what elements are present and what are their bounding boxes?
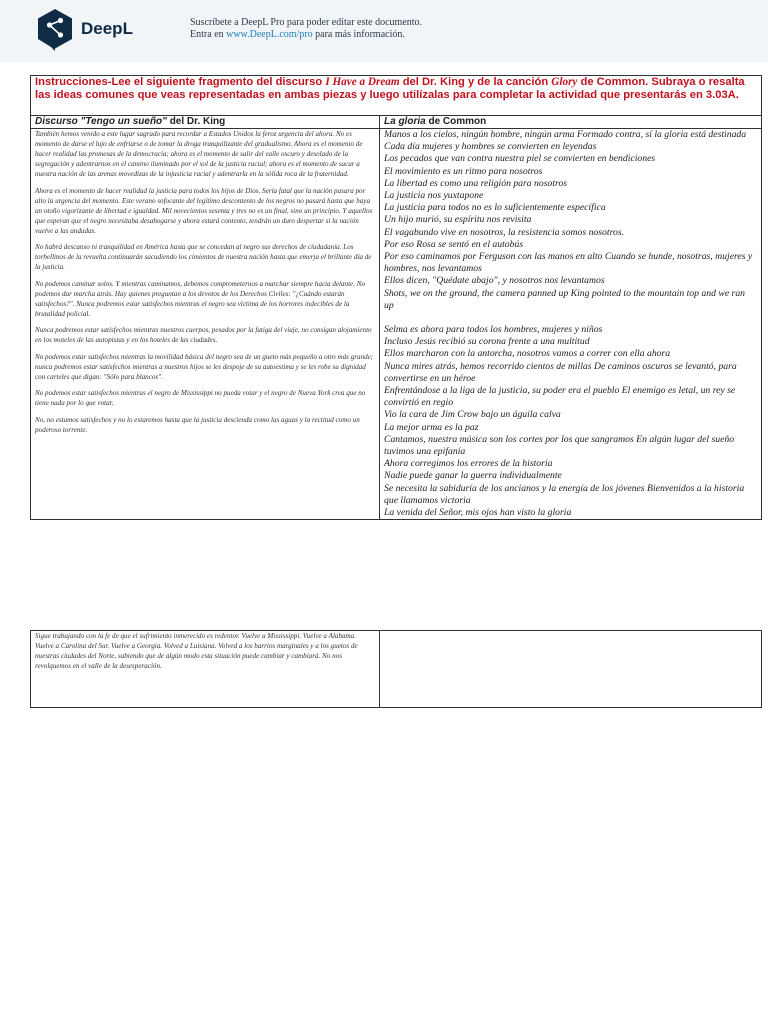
continuation-table [30, 630, 762, 708]
lyric-line: Incluso Jesús recibió su corona frente a una multitud [384, 336, 590, 348]
deepl-logo-text: DeepL [81, 19, 133, 38]
lyric-line: Ahora corregimos los errores de la historia [384, 458, 553, 470]
lyric-line: La venida del Señor, mis ojos han visto la gloria [384, 507, 572, 519]
speech-paragraph: Ahora es el momento de hacer realidad la justicia para todos los hijos de Dios. Sería fatal que la nación pasara por alto la urgencia del momento. Este verano sofocante del legítimo descontento de los negros no pasará hasta que haya un otoño vigorizante de libertad e igualdad. Mil novecientos sesenta y tres no es un final, sino un principio. Y aquellos que esperan que el negro necesitaba desahogarse y ahora estará contento, tendrán un duro despertar si la nación vuelve a las andadas. [35, 186, 373, 235]
lyric-line: Por eso Rosa se sentó en el autobús [384, 238, 524, 250]
lyric-line: La libertad es como una religión para nosotros [384, 177, 568, 189]
lyric-line: Un hijo murió, su espíritu nos revisita [384, 214, 532, 226]
speech-column-header [31, 116, 380, 129]
song-header-italic: La gloria [384, 116, 426, 127]
comparison-table [30, 75, 762, 520]
lyric-line: Nadie puede ganar la guerra individualmente [384, 470, 562, 482]
lyric-line: El movimiento es un ritmo para nosotros [384, 165, 543, 177]
lyric-line: Nunca mires atrás, hemos recorrido cientos de millas De caminos oscuros se levantó, para convertirse en un héroe [384, 360, 737, 384]
lyric-line: La mejor arma es la paz [384, 421, 479, 433]
deepl-logo-icon [36, 8, 74, 52]
instructions-cell [31, 76, 762, 116]
instructions-song-title: Glory [551, 76, 578, 88]
banner-line-2-before: Entra en [190, 29, 224, 40]
song-header-rest: de Common [428, 116, 487, 127]
lyric-line: Cada día mujeres y hombres se convierten en leyendas [384, 141, 597, 153]
instructions-speech-title: I Have a Dream [325, 76, 400, 88]
lyric-line: Cantamos, nuestra música son los cortes por los que sangramos En algún lugar del sueño tuvimos una epifanía [384, 433, 735, 458]
lyric-line: Vio la cara de Jim Crow bajo un águila calva [384, 409, 561, 421]
deepl-banner [0, 0, 768, 62]
song-column-header [380, 116, 762, 129]
empty-song-cell [380, 631, 762, 708]
lyric-line: Selma es ahora para todos los hombres, mujeres y niños [384, 324, 603, 336]
speech-paragraph: No, no estamos satisfechos y no lo estaremos hasta que la justicia descienda como las aguas y la rectitud como un poderoso torrente. [35, 415, 360, 434]
banner-line-2-after: para más información. [315, 29, 405, 40]
deepl-pro-link[interactable]: www.DeepL.com/pro [226, 29, 313, 40]
banner-message [190, 17, 422, 41]
speech-paragraph: También hemos venido a este lugar sagrado para recordar a Estados Unidos la feroz urgencia del ahora. No es momento de darse el lujo de enfriarse o de tomar la droga tranquilizante del gradualismo. Ahora es el momento de hacer realidad las promesas de la democracia; ahora es el momento de salir del valle oscuro y desolado de la segregación y adentrarnos en el camino iluminado por el sol de la justicia racial; ahora es el momento de sacar a nuestra nación de las arenas movedizas de la injusticia racial y adentrarla en la sólida roca de la fraternidad. [35, 130, 363, 178]
speech-paragraph: Sigue trabajando con la fe de que el sufrimiento inmerecido es redentor. Vuelve a Mississippi. Vuelve a Alabama. Vuelve a Carolina del Sur. Vuelve a Georgia. Volved a Luisiana. Volved a los barrios marginales y a los guetos de nuestras ciudades del Norte, sabiendo que de algún modo esta situación puede cambiar y cambiará. No nos revolquemos en el valle de la desesperación. [35, 632, 358, 670]
lyric-line: Ellos dicen, "Quédate abajo", y nosotros nos levantamos [384, 275, 605, 287]
lyric-line: Por eso caminamos por Ferguson con las manos en alto Cuando se hunde, nosotras, mujeres y hombres, nos levantamos [384, 251, 753, 275]
lyric-line: Manos a los cielos, ningún hombre, ningún arma Formado contra, sí la gloria está destinada [384, 129, 747, 140]
speech-paragraph: No podemos estar satisfechos mientras la movilidad básica del negro sea de un gueto más pequeño a otro más grande; nunca podremos estar satisfechos mientras a nuestros hijos se les despoje de su autoestima y se les robe su dignidad con carteles que digan: "Sólo para blancos". [35, 352, 374, 381]
speech-paragraph: No podemos estar satisfechos mientras el negro de Mississippi no pueda votar y el negro de Nueva York crea que no tiene nada por lo que votar. [35, 389, 366, 407]
banner-line-1: Suscríbete a DeepL Pro para poder editar este documento. [190, 17, 423, 28]
lyric-line: El vagabundo vive en nosotros, la resistencia somos nosotros. [384, 226, 625, 238]
lyric-line: La justicia nos yuxtapone [384, 190, 484, 202]
song-lyrics-cell [380, 129, 762, 520]
banner-line-2 [190, 29, 422, 41]
speech-paragraph: Nunca podremos estar satisfechos mientras nuestros cuerpos, pesados por la fatiga del viaje, no consigan alojamiento en los moteles de las autopistas y en los hoteles de las ciudades. [35, 326, 372, 344]
lyric-line: Enfrentándose a la liga de la justicia, su poder era el pueblo El enemigo es letal, un rey se convirtió en regio [384, 385, 736, 409]
instructions-part-1: Instrucciones-Lee el siguiente fragmento del discurso [35, 76, 323, 88]
lyric-line: Los pecados que van contra nuestra piel se convierten en bendiciones [384, 153, 656, 165]
instructions-part-2: del Dr. King y de la canción [402, 76, 549, 88]
speech-continuation-cell [31, 631, 380, 708]
speech-header-rest: del Dr. King [169, 116, 226, 127]
speech-text-cell [31, 129, 380, 520]
speech-paragraph: No podemos caminar solos. Y mientras caminamos, debemos comprometernos a marchar siempre hacia delante. No podemos dar marcha atrás. Hay quienes preguntan a los devotos de los Derechos Civiles: "¿Cuándo estarán satisfechos?". Nunca podremos estar satisfechos mientras el negro sea víctima de los horrores indecibles de la brutalidad policial. [35, 279, 366, 318]
stanza-gap [384, 312, 757, 324]
speech-header-italic: Discurso "Tengo un sueño" [35, 116, 167, 127]
lyric-line: Ellos marcharon con la antorcha, nosotros vamos a correr con ella ahora [384, 348, 671, 360]
lyric-line: La justicia para todos no es lo suficientemente específica [384, 202, 606, 214]
lyric-line: Shots, we on the ground, the camera panned up King pointed to the mountain top and we ran up [384, 287, 746, 311]
speech-paragraph: No habrá descanso ni tranquilidad en América hasta que se concedan al negro sus derechos de ciudadanía. Los torbellinos de la revuelta continuarán sacudiendo los cimientos de nuestra nación hasta que emerja el brillante día de la justicia. [35, 243, 372, 271]
instructions-part-3: de Common. Subraya o resalta las ideas comunes que veas representadas en ambas piezas y luego utilízalas para completar la actividad que presentarás en 3.03A. [35, 76, 745, 101]
lyric-line: Se necesita la sabiduría de los ancianos y la energía de los jóvenes Bienvenidos a la historia que llamamos victoria [384, 482, 745, 506]
